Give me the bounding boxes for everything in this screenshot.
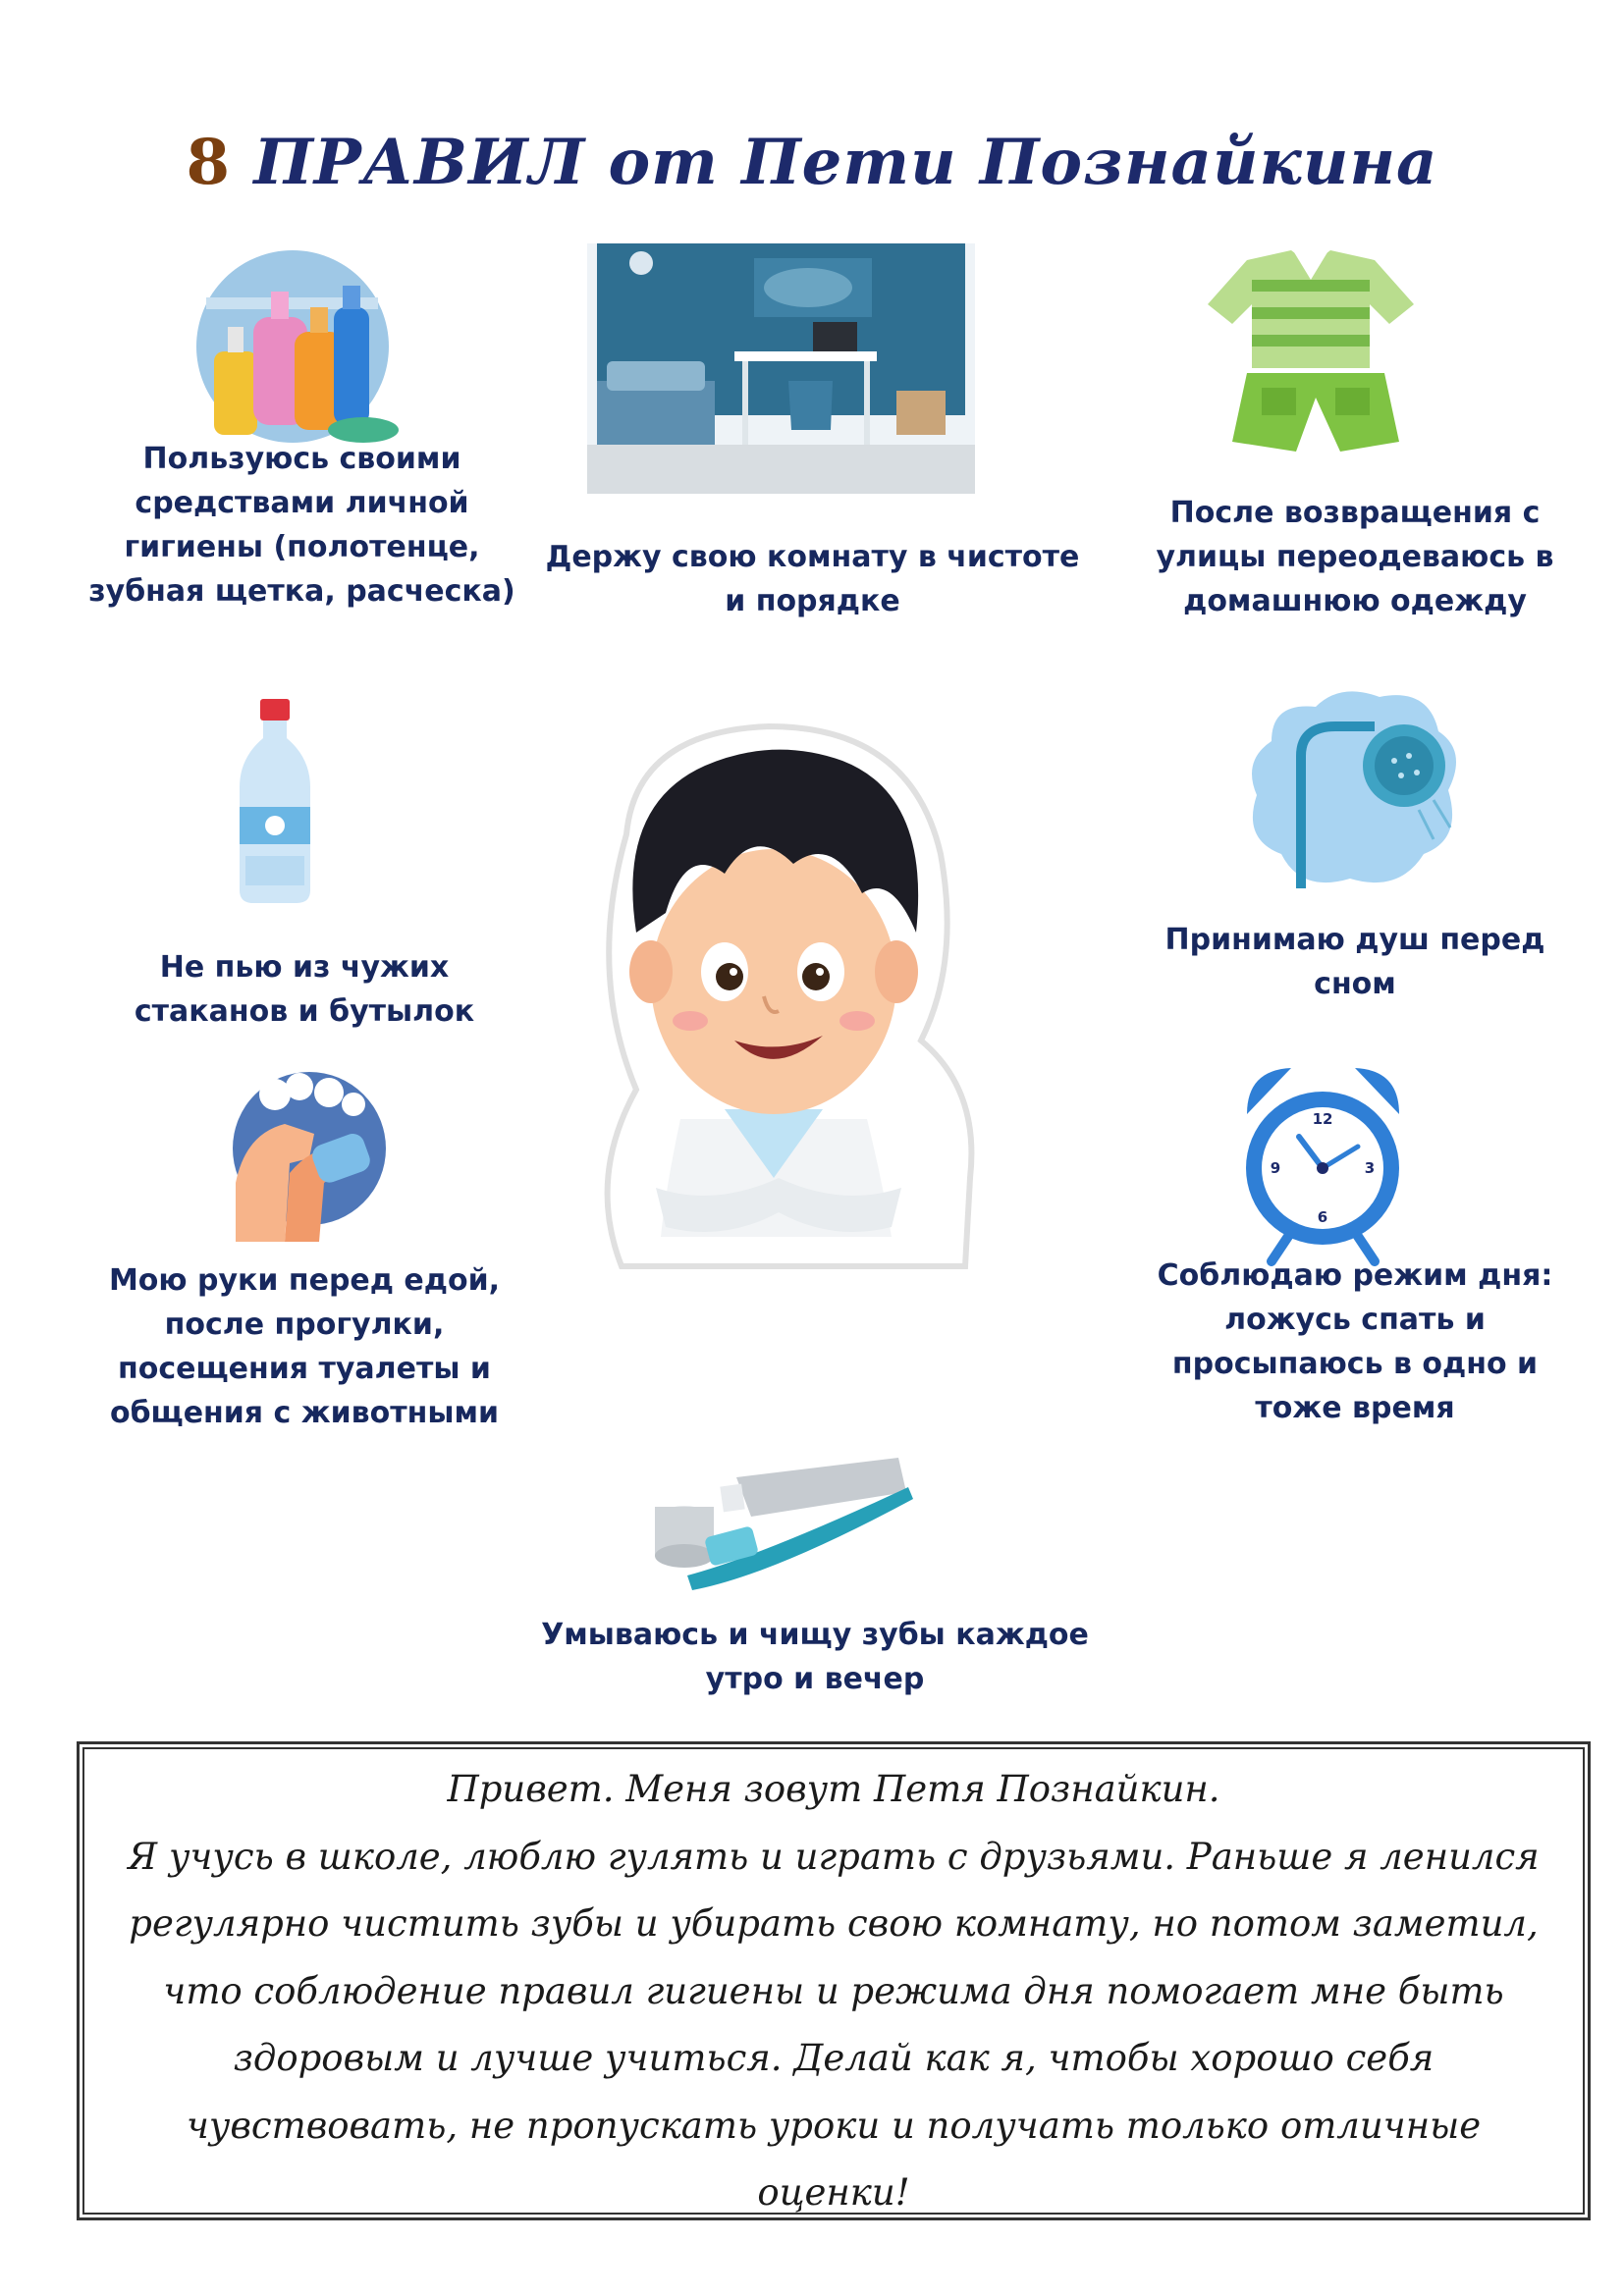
rule-bottle-caption: [98, 945, 511, 1034]
title-text: ПРАВИЛ от Пети Познайкина: [253, 126, 1438, 199]
toothbrush-toothpaste-icon: [643, 1438, 918, 1595]
shower-icon: [1242, 682, 1468, 898]
rule-bottle-line: стаканов и бутылок: [134, 994, 475, 1029]
rule-hands-line: Мою руки перед едой,: [108, 1263, 501, 1298]
story-line: что соблюдение правил гигиены и режима дня помогает мне быть: [163, 1969, 1504, 2012]
rule-shower-line: сном: [1314, 967, 1396, 1001]
water-bottle-icon: [236, 699, 314, 905]
rule-teeth-caption: [530, 1613, 1100, 1701]
rule-hands-line: общения с животными: [109, 1396, 499, 1430]
rule-hygiene-caption: [83, 437, 520, 614]
rule-clock-caption: [1129, 1254, 1581, 1430]
rule-hygiene-line: гигиены (полотенце,: [124, 530, 480, 564]
story-box: [77, 1741, 1591, 2220]
rule-room-line: Держу свою комнату в чистоте: [545, 540, 1080, 574]
clock-numeral: 6: [1317, 1208, 1328, 1226]
story-line: чувствовать, не пропускать уроки и получать только отличные: [186, 2104, 1482, 2147]
rule-room-line: и порядке: [725, 584, 900, 618]
rule-clock-line: ложусь спать и: [1224, 1303, 1486, 1337]
clean-room-icon: [587, 243, 975, 494]
clock-numeral: 3: [1364, 1159, 1376, 1177]
story-line: Привет. Меня зовут Петя Познайкин.: [447, 1768, 1220, 1810]
rule-hands-caption: [83, 1258, 525, 1435]
rule-hands-line: посещения туалеты и: [118, 1352, 491, 1386]
rule-clock-line: просыпаюсь в одно и: [1171, 1347, 1539, 1381]
story-line: регулярно чистить зубы и убирать свою комнату, но потом заметил,: [129, 1902, 1539, 1945]
rule-clothes-line: домашнюю одежду: [1183, 584, 1527, 618]
rule-shower-caption: [1129, 918, 1581, 1006]
rule-clothes-line: улицы переодеваюсь в: [1156, 540, 1554, 574]
page-title: [0, 126, 1624, 199]
rule-hygiene-line: Пользуюсь своими: [142, 442, 461, 476]
title-number: 8: [186, 126, 232, 199]
story-line: оценки!: [757, 2171, 910, 2214]
hygiene-bottles-icon: [177, 229, 407, 445]
rule-clock-line: тоже время: [1255, 1391, 1455, 1425]
rule-teeth-line: Умываюсь и чищу зубы каждое: [541, 1618, 1089, 1652]
rule-clock-line: Соблюдаю режим дня:: [1157, 1258, 1553, 1293]
rule-clothes-caption: [1110, 491, 1600, 623]
rule-hygiene-line: средствами личной: [135, 486, 469, 520]
rule-bottle-line: Не пью из чужих: [159, 950, 450, 985]
home-clothes-icon: [1188, 250, 1434, 461]
rule-hands-line: после прогулки,: [164, 1308, 445, 1342]
alarm-clock-icon: [1242, 1060, 1404, 1266]
story-line: Я учусь в школе, люблю гулять и играть с друзьями. Раньше я ленился: [128, 1835, 1540, 1878]
clock-numeral: 12: [1312, 1110, 1333, 1128]
rule-shower-line: Принимаю душ перед: [1164, 923, 1545, 957]
rule-hygiene-line: зубная щетка, расческа): [88, 574, 515, 609]
rule-teeth-line: утро и вечер: [705, 1662, 925, 1696]
boy-character-icon: [568, 717, 990, 1276]
clock-numeral: 9: [1270, 1159, 1281, 1177]
hand-washing-icon: [216, 1065, 398, 1247]
rule-clothes-line: После возвращения с: [1169, 496, 1541, 530]
story-line: здоровым и лучше учиться. Делай как я, чтобы хорошо себя: [233, 2037, 1435, 2079]
rule-room-caption: [545, 535, 1080, 623]
